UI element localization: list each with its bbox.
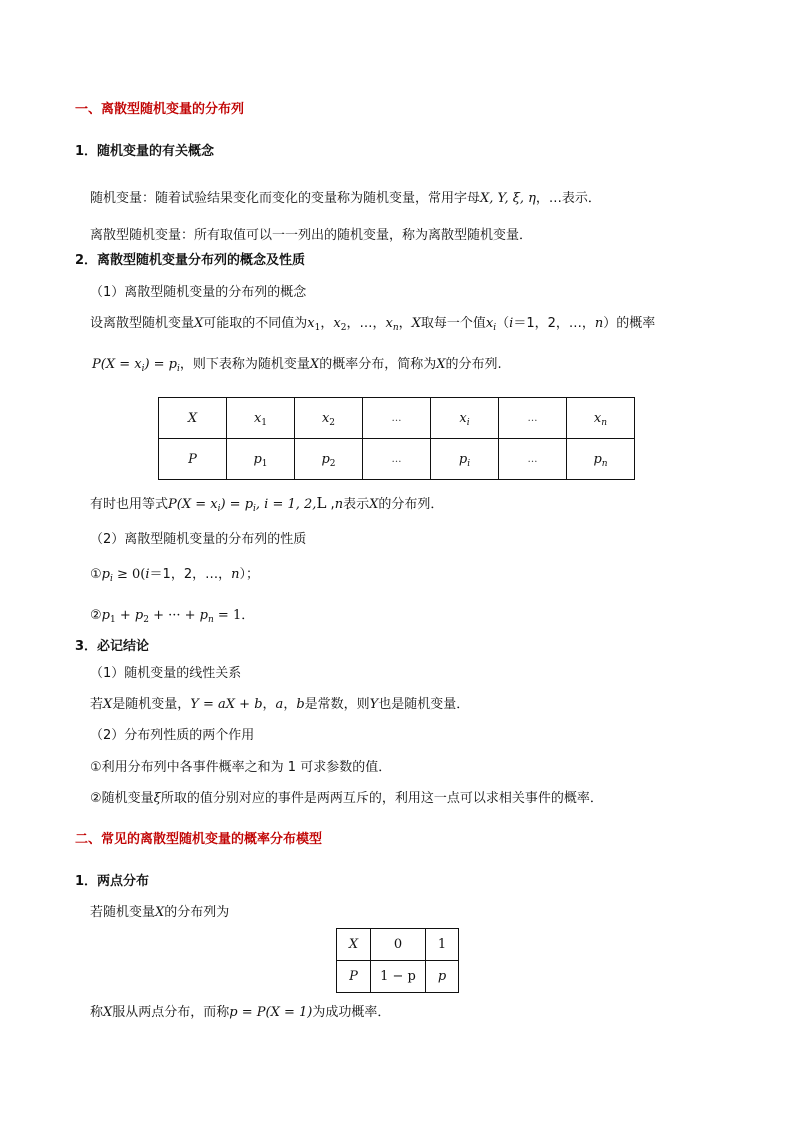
cell-symbol: X: [187, 410, 198, 426]
table-cell: [295, 398, 363, 439]
table-cell: [227, 398, 295, 439]
formula: p = P(X = 1): [229, 1005, 313, 1020]
section-title-2: 二、常见的离散型随机变量的概率分布模型: [75, 832, 323, 847]
drv-definition: 离散型随机变量：所有取值可以一一列出的随机变量，称为离散型随机变量．: [90, 228, 533, 243]
table-cell: [426, 929, 459, 961]
table-cell: [371, 929, 426, 961]
var-x: X: [103, 1005, 113, 1020]
table-cell: [337, 961, 371, 993]
section-title-1: 一、离散型随机变量的分布列: [75, 102, 245, 117]
subscript: 1: [109, 615, 116, 625]
heading-conclusions: 3．必记结论: [75, 639, 150, 654]
text: 设离散型随机变量: [90, 316, 195, 331]
var-x: X: [411, 316, 421, 331]
text: 表示: [343, 497, 370, 512]
text: 的分布列为: [164, 905, 230, 920]
subscript: i: [141, 364, 145, 374]
text: ）的概率: [603, 316, 656, 331]
text: ＝1，2，…，: [149, 567, 232, 582]
var-y: Y: [369, 697, 379, 712]
var-x2: x: [333, 316, 341, 331]
cell-symbol: 1 − p: [380, 969, 416, 984]
var-x1: x: [307, 316, 315, 331]
var-xi: x: [485, 316, 494, 331]
text: ，则下表称为随机变量: [179, 357, 310, 372]
heading-two-point: 1．两点分布: [75, 874, 150, 889]
table-cell: [363, 398, 431, 439]
cell-subscript: 2: [329, 417, 336, 428]
subheading-uses: （2）分布列性质的两个作用: [90, 728, 255, 743]
cell-symbol: x: [459, 410, 467, 426]
use-1: ①利用分布列中各事件概率之和为 1 可求参数的值．: [90, 760, 392, 775]
cell-subscript: 1: [261, 458, 268, 469]
cell-symbol: p: [593, 451, 602, 467]
cell-symbol: p: [321, 451, 330, 467]
linear-relation: [90, 696, 469, 714]
text: 称: [90, 1005, 104, 1020]
var-x: X: [194, 316, 204, 331]
text: 为成功概率．: [312, 1005, 391, 1020]
text: 也是随机变量．: [378, 697, 470, 712]
cell-subscript: n: [601, 458, 608, 469]
text: 所取的值分别对应的事件是两两互斥的，利用这一点可以求相关事件的概率．: [160, 791, 603, 806]
cell-symbol: x: [321, 410, 330, 426]
subscript: 1: [314, 323, 321, 333]
table-row-probabilities: [337, 961, 459, 993]
formula: ≥ 0(: [112, 567, 146, 582]
text: 有时也用等式: [90, 497, 169, 512]
table-cell: [227, 439, 295, 480]
table-cell: [159, 398, 227, 439]
text: ②随机变量: [90, 791, 154, 806]
text: 的分布列.: [445, 357, 502, 372]
text: ，: [398, 316, 412, 331]
subscript: i: [493, 323, 497, 333]
cell-symbol: 0: [393, 937, 403, 952]
cell-symbol: X: [348, 937, 359, 952]
table-row-values: [337, 929, 459, 961]
formula: +: [115, 608, 135, 623]
cell-symbol: …: [391, 453, 402, 465]
subheading-properties: （2）离散型随机变量的分布列的性质: [90, 532, 307, 547]
formula: P(X = x: [92, 357, 142, 372]
var-xn: x: [385, 316, 393, 331]
formula: ) = p: [144, 357, 178, 372]
text: ＝1，2，…，: [513, 316, 595, 331]
table-cell: [159, 439, 227, 480]
property-1: [90, 566, 259, 584]
formula: ) = p: [220, 497, 254, 512]
var-x: X: [155, 905, 165, 920]
table-cell: [295, 439, 363, 480]
cell-symbol: x: [253, 410, 262, 426]
text: ，: [283, 697, 297, 712]
formula: + ··· +: [148, 608, 200, 623]
cell-symbol: …: [527, 453, 538, 465]
cell-symbol: P: [349, 969, 358, 984]
table-cell: [337, 929, 371, 961]
rv-def-text: 随机变量：随着试验结果变化而变化的变量称为随机变量，常用字母: [90, 191, 481, 206]
subscript: 2: [143, 615, 149, 625]
two-point-intro: [90, 904, 229, 922]
text: ．: [241, 608, 255, 623]
subscript: i: [109, 574, 113, 584]
subscript: i: [217, 504, 221, 514]
table-row-values: [159, 398, 635, 439]
formula: P(X = x: [168, 497, 218, 512]
formula: , i = 1, 2,: [255, 497, 317, 512]
distribution-table: [158, 397, 635, 480]
subheading-linear: （1）随机变量的线性关系: [90, 666, 242, 681]
cell-subscript: i: [467, 458, 471, 469]
text: ，…，: [346, 316, 386, 331]
var-i: i: [509, 316, 514, 331]
rv-def-end: ，…表示．: [535, 191, 601, 206]
var-p: p: [101, 567, 110, 582]
cell-subscript: i: [466, 417, 470, 428]
cell-symbol: …: [527, 412, 538, 424]
equation-line: [90, 494, 443, 514]
var-i: i: [145, 567, 150, 582]
table-cell: [431, 398, 499, 439]
table-row-probabilities: [159, 439, 635, 480]
table-cell: [426, 961, 459, 993]
text: 是随机变量，: [112, 697, 191, 712]
text: 的概率分布，简称为: [319, 357, 437, 372]
var-p: p: [134, 608, 144, 623]
cell-symbol: P: [188, 451, 197, 467]
heading-rv-concepts: 1．随机变量的有关概念: [75, 144, 215, 159]
text: ,: [326, 497, 335, 512]
subscript: i: [253, 504, 256, 514]
text: ，: [320, 316, 334, 331]
var-x: X: [309, 357, 320, 372]
two-point-table: [336, 928, 459, 993]
heading-distribution: 2．离散型随机变量分布列的概念及性质: [75, 253, 306, 268]
var-x: X: [369, 497, 379, 512]
var-a: a: [275, 697, 284, 712]
subheading-concept: （1）离散型随机变量的分布列的概念: [90, 285, 307, 300]
cell-subscript: 1: [261, 417, 268, 428]
cell-symbol: x: [593, 410, 602, 426]
cell-symbol: …: [391, 412, 402, 424]
table-cell: [567, 398, 635, 439]
subscript: n: [208, 615, 214, 625]
var-n: n: [594, 316, 604, 331]
text: 服从两点分布，而称: [112, 1005, 230, 1020]
cell-symbol: p: [458, 451, 468, 467]
cell-symbol: 1: [437, 937, 447, 952]
text: 的分布列．: [378, 497, 444, 512]
var-xi: ξ: [153, 791, 161, 806]
ellipsis-glyph: L: [316, 494, 327, 512]
property-2: [90, 607, 254, 625]
two-point-conclusion: [90, 1004, 390, 1022]
table-cell: [499, 398, 567, 439]
text: 取每一个值: [420, 316, 486, 331]
item-number: ①: [90, 567, 102, 582]
table-cell: [371, 961, 426, 993]
var-p: p: [199, 608, 208, 623]
subscript: 2: [340, 323, 347, 333]
text: 可能取的不同值为: [203, 316, 308, 331]
text: ）；: [239, 567, 259, 582]
use-2: [90, 790, 603, 808]
subscript: n: [392, 323, 399, 333]
table-cell: [499, 439, 567, 480]
var-n: n: [334, 497, 344, 512]
text: 是常数，则: [304, 697, 370, 712]
text: 若随机变量: [90, 905, 156, 920]
subscript: i: [177, 364, 180, 374]
var-x: X: [103, 697, 113, 712]
var-x: X: [436, 357, 446, 372]
rv-definition: [90, 190, 601, 208]
table-cell: [363, 439, 431, 480]
cell-symbol: p: [253, 451, 262, 467]
cell-subscript: 2: [329, 458, 336, 469]
table-cell: [567, 439, 635, 480]
cell-symbol: p: [437, 969, 447, 984]
item-number: ②: [90, 608, 102, 623]
var-b: b: [296, 697, 305, 712]
formula: = 1: [213, 608, 242, 623]
cell-subscript: n: [601, 417, 608, 428]
formula: Y = aX + b: [190, 697, 263, 712]
text: ，: [262, 697, 276, 712]
var-p: p: [101, 608, 110, 623]
text: 若: [90, 697, 104, 712]
text: （: [496, 316, 510, 331]
table-cell: [431, 439, 499, 480]
probability-line: [92, 356, 502, 374]
concept-line: [90, 315, 655, 333]
var-n: n: [231, 567, 240, 582]
rv-letters: X, Y, ξ, η: [480, 191, 536, 206]
